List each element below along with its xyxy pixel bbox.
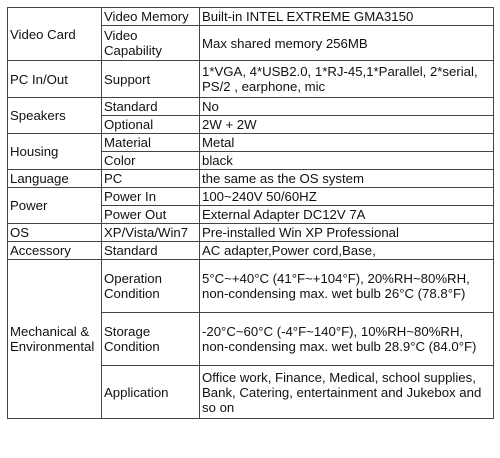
label-color: Color [102,152,200,170]
table-row [8,134,494,152]
label-speakers-standard: Standard [102,98,200,116]
category-os: OS [8,224,102,242]
table-row [8,98,494,116]
category-mechanical-environmental: Mechanical & Environmental [8,260,102,419]
table-row [8,170,494,188]
label-video-memory: Video Memory [102,8,200,26]
value-color: black [200,152,494,170]
table-row [8,260,494,313]
value-video-memory: Built-in INTEL EXTREME GMA3150 [200,8,494,26]
value-accessory-standard: AC adapter,Power cord,Base, [200,242,494,260]
table-row [8,61,494,98]
spec-table [7,7,494,419]
category-pc-in-out: PC In/Out [8,61,102,98]
value-material: Metal [200,134,494,152]
table-row [8,188,494,206]
label-power-out: Power Out [102,206,200,224]
label-operation-condition: Operation Condition [102,260,200,313]
value-application: Office work, Finance, Medical, school supplies, Bank, Catering, entertainment and Jukebox and so on [200,366,494,419]
category-speakers: Speakers [8,98,102,134]
label-storage-condition: Storage Condition [102,313,200,366]
category-accessory: Accessory [8,242,102,260]
value-speakers-optional: 2W + 2W [200,116,494,134]
label-support: Support [102,61,200,98]
category-power: Power [8,188,102,224]
table-row [8,8,494,26]
value-power-in: 100~240V 50/60HZ [200,188,494,206]
label-video-capability: Video Capability [102,26,200,61]
value-os: Pre-installed Win XP Professional [200,224,494,242]
label-language-pc: PC [102,170,200,188]
label-power-in: Power In [102,188,200,206]
value-video-capability: Max shared memory 256MB [200,26,494,61]
label-application: Application [102,366,200,419]
value-operation-condition: 5°C~+40°C (41°F~+104°F), 20%RH~80%RH, non-condensing max. wet bulb 26°C (78.8°F) [200,260,494,313]
table-row [8,242,494,260]
value-speakers-standard: No [200,98,494,116]
category-language: Language [8,170,102,188]
category-video-card: Video Card [8,8,102,61]
label-material: Material [102,134,200,152]
category-housing: Housing [8,134,102,170]
table-row [8,224,494,242]
value-language-pc: the same as the OS system [200,170,494,188]
label-accessory-standard: Standard [102,242,200,260]
value-support: 1*VGA, 4*USB2.0, 1*RJ-45,1*Parallel, 2*serial, PS/2 , earphone, mic [200,61,494,98]
label-speakers-optional: Optional [102,116,200,134]
value-power-out: External Adapter DC12V 7A [200,206,494,224]
label-os: XP/Vista/Win7 [102,224,200,242]
value-storage-condition: -20°C~60°C (-4°F~140°F), 10%RH~80%RH, non-condensing max. wet bulb 28.9°C (84.0°F) [200,313,494,366]
